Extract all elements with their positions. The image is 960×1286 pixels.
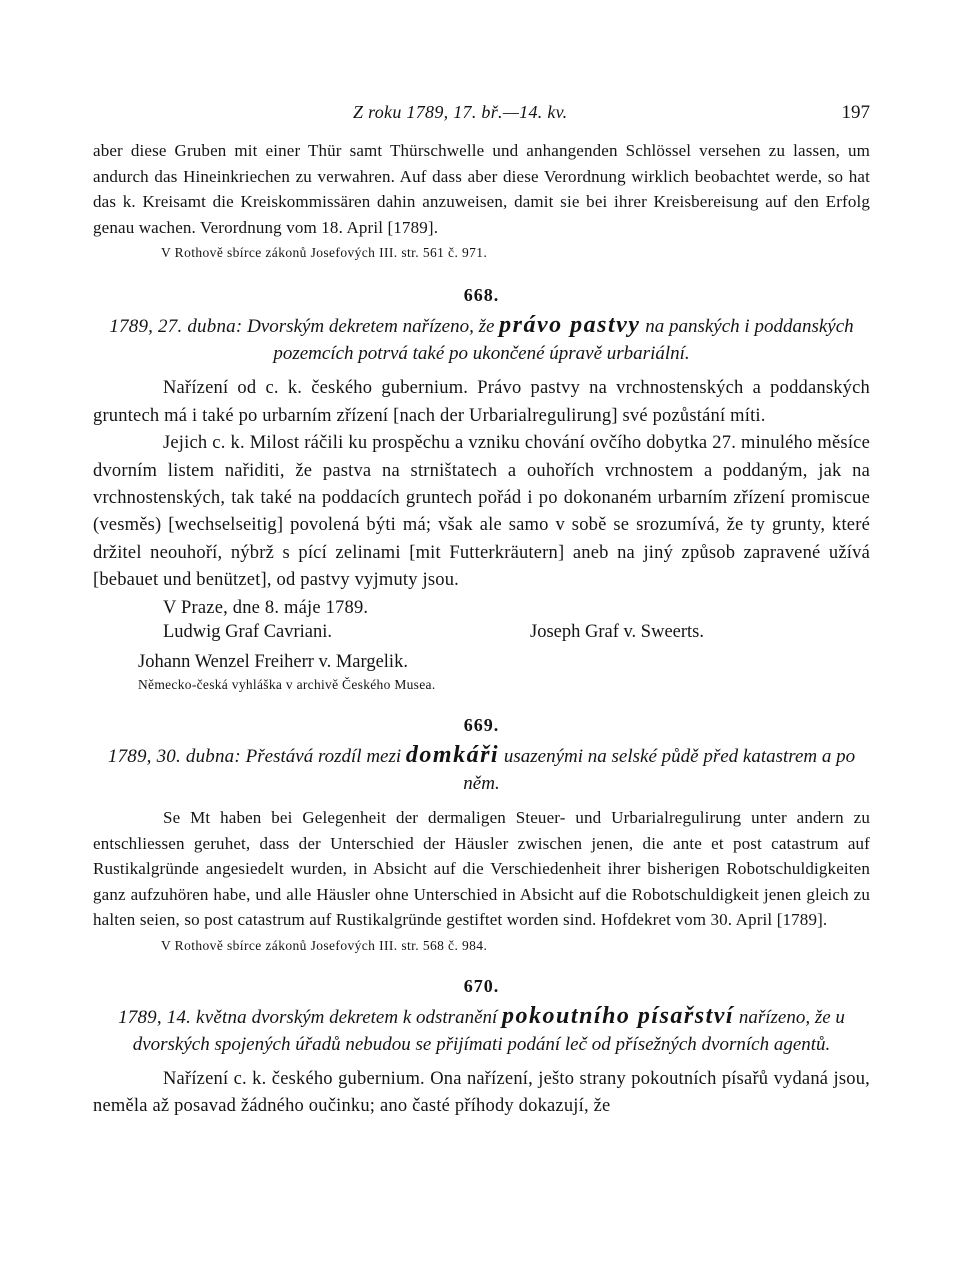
running-header bbox=[93, 98, 870, 124]
running-title: Z roku 1789, 17. bř.—14. kv. bbox=[353, 102, 568, 122]
continuation-block bbox=[93, 138, 870, 263]
continuation-paragraph: aber diese Gruben mit einer Thür samt Thürschwelle und anhangenden Schlössel versehen zu lassen, um andurch das Hineinkriechen zu verwahren. Auf dass aber diese Verordnung wirklich beobachtet werde, so hat das k. Kreisamt die Kreiskommissären dahin anzuweisen, damit sie bei ihrer Kreisbereisung auf den Erfolg genau wachen. Verordnung vom 18. April [1789]. bbox=[93, 141, 870, 237]
heading-text: Přestává rozdíl mezi bbox=[245, 746, 402, 768]
place-date: V Praze, dne 8. máje 1789. bbox=[163, 597, 369, 618]
heading-text: Dvorským dekretem nařízeno, že bbox=[247, 316, 495, 338]
heading-text: usazenými na selské půdě před katastrem a po něm. bbox=[463, 746, 856, 795]
entry-paragraph: Se Mt haben bei Gelegenheit der dermaligen Steuer- und Urbarialregulirung unter andern zu entschliessen geruhet, dass der Unterschied der Häusler zwischen jenen, die ante et post catastrum auf Rustikalgründe angesiedelt wurden, in Absicht auf die Verschiedenheit ihrer bisherigen Robotschuldigkeiten ganz aufzuhören habe, und alle Häusler ohne Unterschied in Absicht auf die Robotschuldigkeit jenen gleich zu halten seien, so post catastrum auf Rustikalgründe gestiftet worden sind. Hofdekret vom 30. April [1789]. bbox=[93, 808, 870, 930]
page-number: 197 bbox=[841, 102, 870, 123]
entry-paragraph: Nařízení c. k. českého gubernium. Ona nařízení, ješto strany pokoutních písařů vydaná jsou, neměla až posavad žádného oučinku; ano časté příhody dokazují, že bbox=[93, 1069, 870, 1117]
heading-text: na panských i poddanských pozemcích potrvá také po ukončené úpravě urbariální. bbox=[273, 316, 854, 365]
entry-date: 1789, 14. května bbox=[118, 1007, 247, 1028]
entry-source: V Rothově sbírce zákonů Josefových III. str. 568 č. 984. bbox=[161, 938, 488, 953]
entry-number: 668. bbox=[463, 285, 500, 306]
document-page bbox=[93, 98, 870, 1121]
entry-heading bbox=[93, 312, 870, 367]
entry-paragraph: Nařízení od c. k. českého gubernium. Právo pastvy na vrchnostenských a poddanských gruntech má i také po urbarním zřízení [nach der Urbarialregulirung] své pozůstání míti. bbox=[93, 378, 870, 426]
entry-670 bbox=[93, 976, 870, 1121]
signature-third: Johann Wenzel Freiherr v. Margelik. bbox=[138, 652, 408, 673]
signature-left: Ludwig Graf Cavriani. bbox=[163, 622, 333, 643]
heading-keyword: pokoutního písařství bbox=[502, 1003, 735, 1029]
signature-row bbox=[93, 622, 870, 649]
entry-number: 669. bbox=[463, 715, 500, 736]
heading-keyword: domkáři bbox=[405, 742, 500, 769]
entry-paragraph: Jejich c. k. Milost ráčili ku prospěchu a vzniku chování ovčího dobytka 27. minulého měsíce dvorním listem nařiditi, že pastva na strništatech a ouhořích vrchnostem a poddaným, jak na vrchnostenských, tak také na poddacích gruntech pořád i po dokonaném urbarním zřízení promiscue (vesměs) [wechselseitig] povolená býti má; však ale samo v sobě se srozumívá, že ty grunty, které držitel neouhoří, nýbrž s pící zelinami [mit Futterkräutern] aneb na jiný způsob zapravené užívá [bebauet und benützet], od pastvy vyjmuty jsou. bbox=[93, 433, 870, 591]
entry-number: 670. bbox=[463, 976, 500, 996]
entry-source: Německo-česká vyhláška v archivě Českého Musea. bbox=[138, 677, 436, 693]
entry-heading bbox=[93, 1003, 870, 1058]
entry-date: 1789, 30. dubna: bbox=[107, 746, 241, 768]
heading-keyword: právo pastvy bbox=[499, 312, 641, 339]
entry-heading bbox=[93, 742, 870, 797]
continuation-source: V Rothově sbírce zákonů Josefových III. str. 561 č. 971. bbox=[161, 245, 488, 261]
entry-668 bbox=[93, 285, 870, 693]
signature-right: Joseph Graf v. Sweerts. bbox=[530, 622, 704, 643]
entry-date: 1789, 27. dubna: bbox=[109, 316, 243, 338]
entry-669 bbox=[93, 715, 870, 956]
heading-text: nařízeno, že u dvorských spojených úřadů nebudou se přijímati podání leč od přísežných dvorních agentů. bbox=[132, 1007, 845, 1055]
heading-text: dvorským dekretem k odstranění bbox=[251, 1007, 498, 1028]
